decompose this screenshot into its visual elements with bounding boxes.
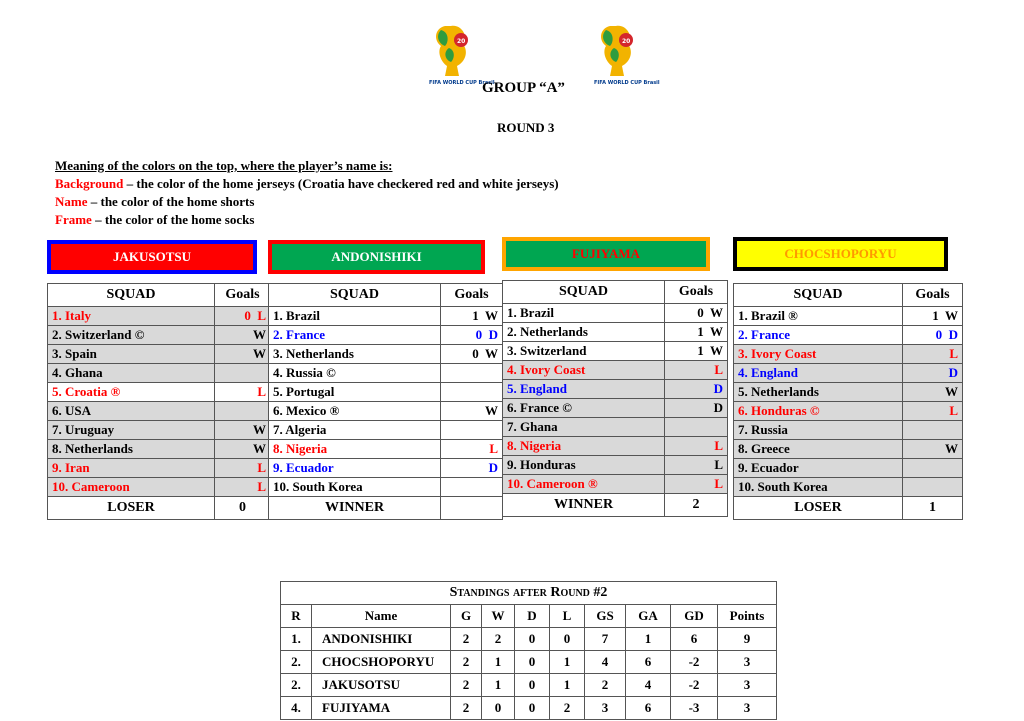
player-name: 7. Uruguay bbox=[48, 421, 215, 440]
player-name: 1. Brazil bbox=[503, 304, 665, 323]
standings-cell: 7 bbox=[585, 628, 626, 651]
player-name: 5. Croatia ® bbox=[48, 383, 215, 402]
player-goals: W bbox=[903, 440, 963, 459]
standings-cell: 4 bbox=[626, 674, 671, 697]
standings-cell: 2. bbox=[281, 651, 312, 674]
player-goals: L bbox=[441, 440, 503, 459]
squad-row bbox=[734, 421, 963, 440]
logo-text: FIFA WORLD CUP Brasil bbox=[594, 80, 660, 86]
standings-cell: 1 bbox=[550, 651, 585, 674]
squad-row bbox=[269, 326, 503, 345]
standings-cell: 1 bbox=[482, 674, 515, 697]
player-goals: 1 W bbox=[665, 342, 728, 361]
player-goals: 1 W bbox=[903, 307, 963, 326]
player-goals: L bbox=[665, 361, 728, 380]
standings-cell: 4. bbox=[281, 697, 312, 720]
squad-table-andonishiki bbox=[268, 283, 503, 520]
player-goals: L bbox=[665, 475, 728, 494]
color-legend bbox=[55, 157, 559, 229]
logo-text: FIFA WORLD CUP Brasil bbox=[429, 80, 495, 86]
squad-row bbox=[48, 478, 271, 497]
round-label: ROUND 3 bbox=[497, 120, 555, 135]
player-goals: 0 W bbox=[441, 345, 503, 364]
standings-header-cell: Name bbox=[312, 605, 451, 628]
standings-header-cell: L bbox=[550, 605, 585, 628]
squad-row bbox=[269, 478, 503, 497]
player-goals: L bbox=[903, 402, 963, 421]
player-name: 3. Ivory Coast bbox=[734, 345, 903, 364]
squad-table-jakusotsu bbox=[47, 283, 271, 520]
legend-frame: Frame – the color of the home socks bbox=[55, 212, 255, 227]
squad-row bbox=[503, 399, 728, 418]
standings-cell: 3 bbox=[585, 697, 626, 720]
player-goals: D bbox=[903, 364, 963, 383]
player-name: 2. France bbox=[734, 326, 903, 345]
player-goals: D bbox=[665, 399, 728, 418]
standings-cell: 0 bbox=[515, 628, 550, 651]
team-result-goals: 1 bbox=[903, 497, 963, 520]
standings-cell: 0 bbox=[482, 697, 515, 720]
standings-cell: 2 bbox=[550, 697, 585, 720]
standings-row bbox=[281, 651, 777, 674]
squad-row bbox=[503, 380, 728, 399]
squad-row bbox=[48, 307, 271, 326]
player-name: 8. Nigeria bbox=[269, 440, 441, 459]
player-name: 4. Ivory Coast bbox=[503, 361, 665, 380]
standings-header-cell: R bbox=[281, 605, 312, 628]
standings-header-cell: W bbox=[482, 605, 515, 628]
standings-cell: -2 bbox=[671, 651, 718, 674]
player-goals: D bbox=[441, 459, 503, 478]
player-name: 9. Ecuador bbox=[734, 459, 903, 478]
squad-row bbox=[734, 345, 963, 364]
squad-table-chocshoporyu bbox=[733, 283, 963, 520]
standings-cell: 2 bbox=[451, 651, 482, 674]
standings-cell: 0 bbox=[515, 651, 550, 674]
standings-cell: 3 bbox=[718, 651, 777, 674]
player-goals bbox=[441, 383, 503, 402]
standings-cell: ANDONISHIKI bbox=[312, 628, 451, 651]
player-goals: L bbox=[215, 383, 271, 402]
player-goals bbox=[215, 402, 271, 421]
player-name: 4. Ghana bbox=[48, 364, 215, 383]
squad-row bbox=[269, 421, 503, 440]
player-name: 6. Honduras © bbox=[734, 402, 903, 421]
player-name: 10. Cameroon bbox=[48, 478, 215, 497]
squad-row bbox=[269, 307, 503, 326]
player-name: 10. South Korea bbox=[734, 478, 903, 497]
world-cup-logo-right bbox=[592, 22, 660, 92]
player-goals: 0 L bbox=[215, 307, 271, 326]
player-name: 2. Netherlands bbox=[503, 323, 665, 342]
player-goals: W bbox=[441, 402, 503, 421]
squad-row bbox=[48, 440, 271, 459]
standings-cell: 6 bbox=[671, 628, 718, 651]
player-goals: W bbox=[215, 421, 271, 440]
standings-cell: 3 bbox=[718, 697, 777, 720]
standings-row bbox=[281, 697, 777, 720]
squad-row bbox=[503, 437, 728, 456]
squad-header: SQUAD bbox=[269, 284, 441, 307]
squad-row bbox=[734, 326, 963, 345]
standings-header-cell: GA bbox=[626, 605, 671, 628]
player-goals: L bbox=[665, 456, 728, 475]
player-name: 9. Iran bbox=[48, 459, 215, 478]
player-goals bbox=[441, 364, 503, 383]
squad-row bbox=[503, 323, 728, 342]
squad-table-fujiyama bbox=[502, 280, 728, 517]
goals-header: Goals bbox=[441, 284, 503, 307]
player-name: 2. France bbox=[269, 326, 441, 345]
squad-row bbox=[503, 304, 728, 323]
team-result: LOSER bbox=[48, 497, 215, 520]
player-goals bbox=[903, 421, 963, 440]
standings-cell: 1. bbox=[281, 628, 312, 651]
standings-cell: 0 bbox=[550, 628, 585, 651]
standings-cell: 1 bbox=[626, 628, 671, 651]
player-name: 5. England bbox=[503, 380, 665, 399]
goals-header: Goals bbox=[665, 281, 728, 304]
legend-heading: Meaning of the colors on the top, where the player’s name is: bbox=[55, 158, 393, 173]
squad-row bbox=[48, 345, 271, 364]
team-banner-jakusotsu: JAKUSOTSU bbox=[47, 240, 257, 274]
player-goals: 0 W bbox=[665, 304, 728, 323]
team-result: WINNER bbox=[269, 497, 441, 520]
standings-cell: 6 bbox=[626, 697, 671, 720]
player-name: 10. Cameroon ® bbox=[503, 475, 665, 494]
standings-row bbox=[281, 674, 777, 697]
group-title: GROUP “A” bbox=[482, 80, 565, 96]
team-result-goals bbox=[441, 497, 503, 520]
standings-cell: CHOCSHOPORYU bbox=[312, 651, 451, 674]
squad-row bbox=[269, 459, 503, 478]
team-result-goals: 0 bbox=[215, 497, 271, 520]
standings-cell: 4 bbox=[585, 651, 626, 674]
player-name: 9. Honduras bbox=[503, 456, 665, 475]
squad-row bbox=[734, 402, 963, 421]
standings-cell: 2 bbox=[451, 674, 482, 697]
player-name: 3. Spain bbox=[48, 345, 215, 364]
squad-row bbox=[503, 361, 728, 380]
player-goals: W bbox=[215, 345, 271, 364]
standings-header-cell: GD bbox=[671, 605, 718, 628]
player-name: 8. Netherlands bbox=[48, 440, 215, 459]
standings-cell: 2. bbox=[281, 674, 312, 697]
squad-row bbox=[734, 364, 963, 383]
squad-row bbox=[503, 475, 728, 494]
squad-row bbox=[503, 456, 728, 475]
squad-row bbox=[734, 459, 963, 478]
player-name: 7. Russia bbox=[734, 421, 903, 440]
player-name: 3. Switzerland bbox=[503, 342, 665, 361]
player-goals bbox=[665, 418, 728, 437]
squad-row bbox=[48, 364, 271, 383]
squad-row bbox=[48, 402, 271, 421]
player-goals: 0 D bbox=[903, 326, 963, 345]
standings-header-cell: Points bbox=[718, 605, 777, 628]
player-name: 5. Portugal bbox=[269, 383, 441, 402]
standings-table bbox=[280, 581, 777, 720]
player-name: 6. Mexico ® bbox=[269, 402, 441, 421]
standings-cell: 0 bbox=[515, 697, 550, 720]
player-goals: L bbox=[215, 459, 271, 478]
player-goals bbox=[215, 364, 271, 383]
player-goals: 1 W bbox=[665, 323, 728, 342]
legend-background: Background – the color of the home jerseys (Croatia have checkered red and white jerseys) bbox=[55, 176, 559, 191]
standings-cell: 2 bbox=[482, 628, 515, 651]
standings-cell: 1 bbox=[550, 674, 585, 697]
standings-cell: 2 bbox=[451, 628, 482, 651]
player-goals bbox=[441, 421, 503, 440]
standings-cell: 2 bbox=[451, 697, 482, 720]
svg-text:20: 20 bbox=[622, 38, 631, 45]
standings-cell: 6 bbox=[626, 651, 671, 674]
player-goals: L bbox=[903, 345, 963, 364]
goals-header: Goals bbox=[903, 284, 963, 307]
squad-header: SQUAD bbox=[734, 284, 903, 307]
standings-cell: 2 bbox=[585, 674, 626, 697]
squad-header: SQUAD bbox=[48, 284, 215, 307]
player-goals: D bbox=[665, 380, 728, 399]
player-goals bbox=[903, 478, 963, 497]
team-result: WINNER bbox=[503, 494, 665, 517]
standings-cell: JAKUSOTSU bbox=[312, 674, 451, 697]
squad-row bbox=[734, 307, 963, 326]
squad-row bbox=[269, 383, 503, 402]
player-goals: L bbox=[665, 437, 728, 456]
squad-row bbox=[48, 421, 271, 440]
squad-header: SQUAD bbox=[503, 281, 665, 304]
player-name: 1. Italy bbox=[48, 307, 215, 326]
player-goals bbox=[441, 478, 503, 497]
squad-row bbox=[503, 342, 728, 361]
team-banner-chocshoporyu: CHOCSHOPORYU bbox=[733, 237, 948, 271]
standings-header-cell: G bbox=[451, 605, 482, 628]
team-banner-andonishiki: ANDONISHIKI bbox=[268, 240, 485, 274]
standings-cell: 0 bbox=[515, 674, 550, 697]
squad-row bbox=[48, 383, 271, 402]
player-name: 1. Brazil bbox=[269, 307, 441, 326]
team-result: LOSER bbox=[734, 497, 903, 520]
player-name: 2. Switzerland © bbox=[48, 326, 215, 345]
standings-header-cell: D bbox=[515, 605, 550, 628]
squad-row bbox=[734, 440, 963, 459]
squad-row bbox=[269, 345, 503, 364]
squad-row bbox=[269, 364, 503, 383]
legend-name: Name – the color of the home shorts bbox=[55, 194, 255, 209]
standings-header-row bbox=[281, 605, 777, 628]
standings-cell: FUJIYAMA bbox=[312, 697, 451, 720]
player-name: 4. Russia © bbox=[269, 364, 441, 383]
player-goals: W bbox=[215, 440, 271, 459]
standings-cell: 9 bbox=[718, 628, 777, 651]
standings-cell: -3 bbox=[671, 697, 718, 720]
standings-header-cell: GS bbox=[585, 605, 626, 628]
player-name: 7. Algeria bbox=[269, 421, 441, 440]
squad-row bbox=[734, 383, 963, 402]
player-name: 8. Nigeria bbox=[503, 437, 665, 456]
player-name: 10. South Korea bbox=[269, 478, 441, 497]
standings-caption: Standings after Round #2 bbox=[281, 582, 777, 605]
team-banner-fujiyama: FUJIYAMA bbox=[502, 237, 710, 271]
standings-cell: 1 bbox=[482, 651, 515, 674]
squad-row bbox=[503, 418, 728, 437]
player-goals bbox=[903, 459, 963, 478]
player-name: 7. Ghana bbox=[503, 418, 665, 437]
squad-row bbox=[734, 478, 963, 497]
squad-row bbox=[269, 440, 503, 459]
squad-row bbox=[48, 326, 271, 345]
player-goals: 0 D bbox=[441, 326, 503, 345]
standings-cell: -2 bbox=[671, 674, 718, 697]
player-name: 3. Netherlands bbox=[269, 345, 441, 364]
player-name: 9. Ecuador bbox=[269, 459, 441, 478]
player-name: 5. Netherlands bbox=[734, 383, 903, 402]
player-name: 8. Greece bbox=[734, 440, 903, 459]
world-cup-logo-left bbox=[427, 22, 495, 92]
squad-row bbox=[48, 459, 271, 478]
player-name: 4. England bbox=[734, 364, 903, 383]
goals-header: Goals bbox=[215, 284, 271, 307]
standings-cell: 3 bbox=[718, 674, 777, 697]
svg-text:20: 20 bbox=[457, 38, 466, 45]
player-goals: 1 W bbox=[441, 307, 503, 326]
player-name: 6. USA bbox=[48, 402, 215, 421]
player-name: 1. Brazil ® bbox=[734, 307, 903, 326]
squad-row bbox=[269, 402, 503, 421]
team-result-goals: 2 bbox=[665, 494, 728, 517]
player-goals: W bbox=[903, 383, 963, 402]
standings-row bbox=[281, 628, 777, 651]
player-goals: L bbox=[215, 478, 271, 497]
player-name: 6. France © bbox=[503, 399, 665, 418]
player-goals: W bbox=[215, 326, 271, 345]
